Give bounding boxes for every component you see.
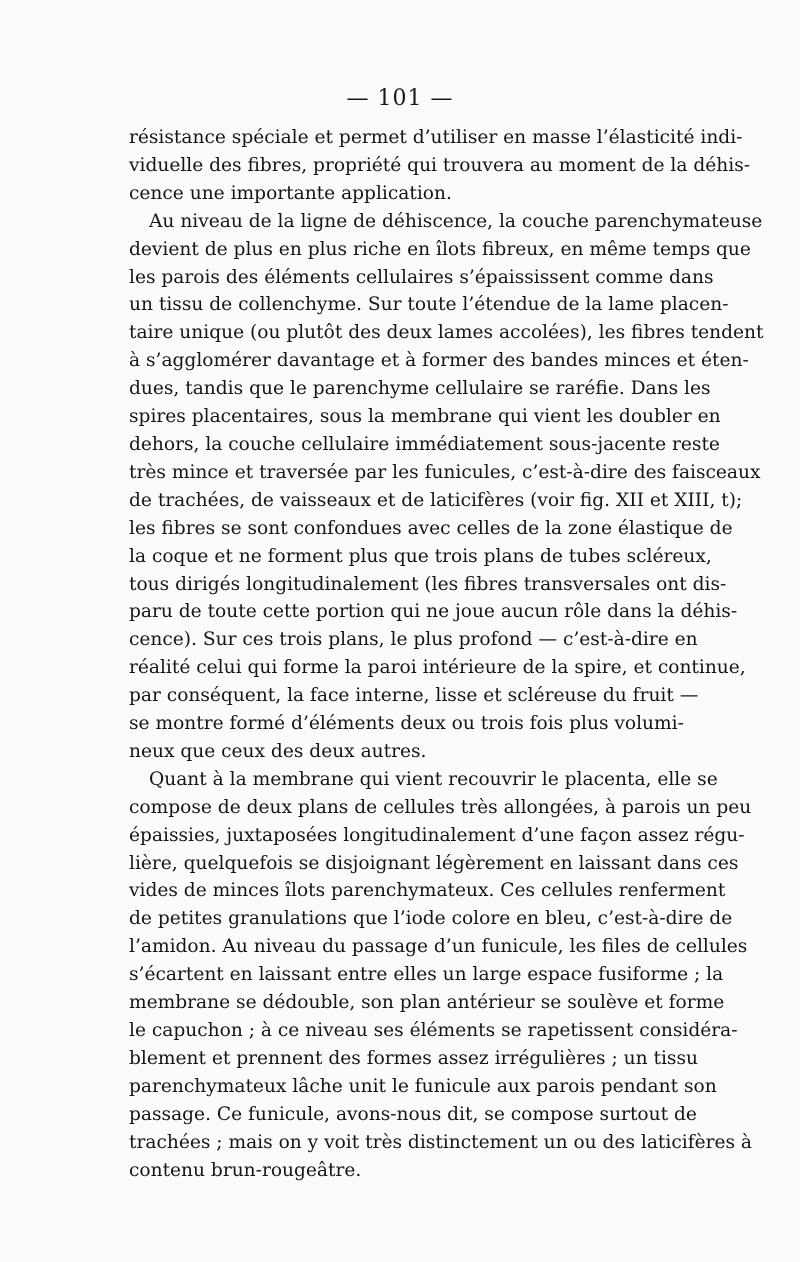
text-line: viduelle des fibres, propriété qui trouvera au moment de la déhis- [129,154,751,176]
body-text [129,124,764,1184]
text-line: neux que ceux des deux autres. [129,740,427,762]
text-line: réalité celui qui forme la paroi intérieure de la spire, et continue, [129,657,746,679]
text-line: vides de minces îlots parenchymateux. Ces cellules renferment [129,880,726,902]
text-line: compose de deux plans de cellules très allongées, à parois un peu [129,796,752,818]
text-line: dehors, la couche cellulaire immédiatement sous-jacente reste [129,433,720,455]
text-line: cence une importante application. [129,182,452,204]
text-line: de trachées, de vaisseaux et de laticifères (voir fig. XII et XIII, t); [129,489,743,511]
text-line: passage. Ce funicule, avons-nous dit, se compose surtout de [129,1103,697,1125]
text-line: épaissies, juxtaposées longitudinalement d’une façon assez régu- [129,824,745,846]
text-line: par conséquent, la face interne, lisse et scléreuse du fruit — [129,685,699,707]
text-line: dues, tandis que le parenchyme cellulaire se raréfie. Dans les [129,378,711,400]
text-line: les fibres se sont confondues avec celles de la zone élastique de [129,517,733,539]
text-line: devient de plus en plus riche en îlots fibreux, en même temps que [129,238,751,260]
text-line: se montre formé d’éléments deux ou trois fois plus volumi- [129,713,684,735]
text-line: l’amidon. Au niveau du passage d’un funicule, les files de cellules [129,936,748,958]
text-line: trachées ; mais on y voit très distinctement un ou des laticifères à [129,1131,753,1153]
text-line: paru de toute cette portion qui ne joue aucun rôle dans la déhis- [129,601,738,623]
text-line: les parois des éléments cellulaires s’épaississent comme dans [129,266,714,288]
text-line: Quant à la membrane qui vient recouvrir le placenta, elle se [149,768,718,790]
text-line: membrane se dédouble, son plan antérieur se soulève et forme [129,992,725,1014]
text-line: s’écartent en laissant entre elles un large espace fusiforme ; la [129,964,724,986]
text-line: résistance spéciale et permet d’utiliser en masse l’élasticité indi- [129,127,743,148]
text-line: tous dirigés longitudinalement (les fibres transversales ont dis- [129,573,727,595]
text-line: Au niveau de la ligne de déhiscence, la couche parenchymateuse [149,210,763,232]
text-line: cence). Sur ces trois plans, le plus profond — c’est-à-dire en [129,629,698,651]
paragraph [129,208,764,766]
text-line: de petites granulations que l’iode colore en bleu, c’est-à-dire de [129,908,733,930]
text-line: un tissu de collenchyme. Sur toute l’étendue de la lame placen- [129,294,729,316]
text-line: parenchymateux lâche unit le funicule aux parois pendant son [129,1075,717,1097]
text-line: spires placentaires, sous la membrane qui vient les doubler en [129,406,721,428]
text-line: contenu brun-rougeâtre. [129,1159,362,1181]
text-line: lière, quelquefois se disjoignant légèrement en laissant dans ces [129,852,739,874]
page-number: — 101 — [346,86,454,111]
text-line: taire unique (ou plutôt des deux lames accolées), les fibres tendent [129,322,764,344]
text-line: à s’agglomérer davantage et à former des bandes minces et éten- [129,350,749,372]
paragraph [129,124,751,208]
text-line: la coque et ne forment plus que trois plans de tubes scléreux, [129,545,712,567]
text-line: très mince et traversée par les funicules, c’est-à-dire des faisceaux [129,461,761,483]
paragraph [129,766,753,1185]
text-line: le capuchon ; à ce niveau ses éléments se rapetissent considéra- [129,1020,738,1041]
text-line: blement et prennent des formes assez irrégulières ; un tissu [129,1047,698,1069]
